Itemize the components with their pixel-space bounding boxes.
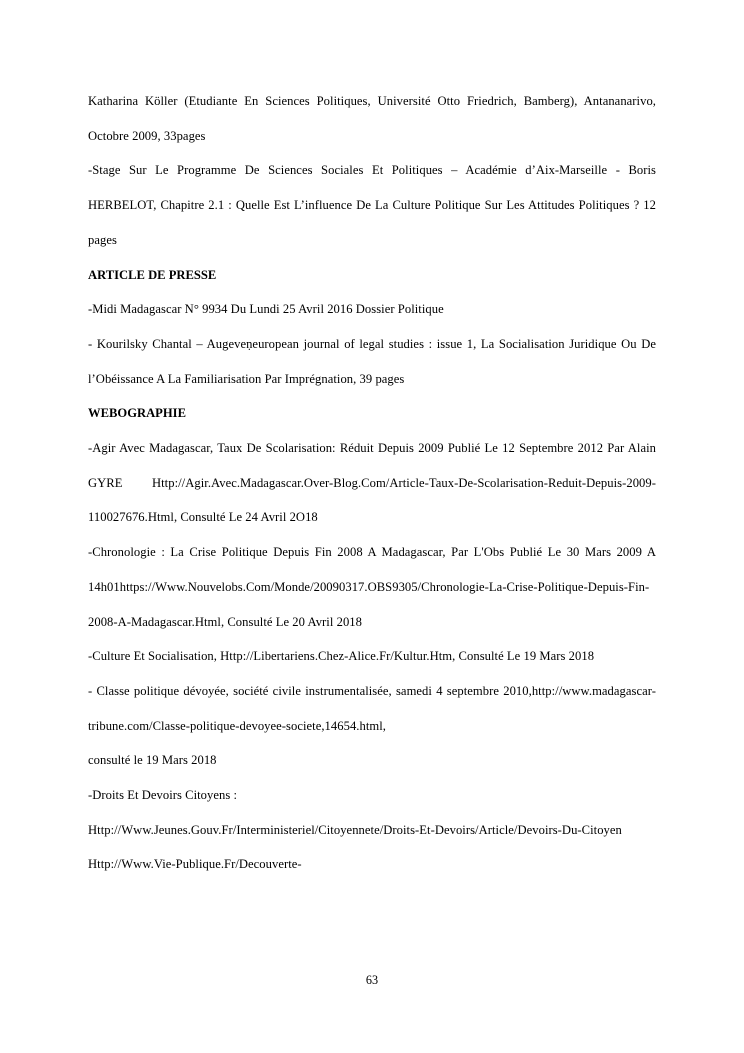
paragraph: - Classe politique dévoyée, société civile instrumentalisée, samedi 4 septembre 2010,http://www.madagascar-tribune.com/Classe-politique-devoyee-societe,14654.html,	[88, 683, 656, 733]
section-heading: WEBOGRAPHIE	[88, 406, 186, 421]
paragraph: -Culture Et Socialisation, Http://Libertariens.Chez-Alice.Fr/Kultur.Htm, Consulté Le 19 Mars 2018	[88, 649, 595, 664]
paragraph: -Chronologie : La Crise Politique Depuis Fin 2008 A Madagascar, Par L'Obs Publié Le 30 Mars 2009 A 14h01https://Www.Nouvelobs.Com/Monde/20090317.OBS9305/Chronologie-La-Crise-Politique-Depuis-Fin-2008-A-Madagascar.Html, Consulté Le 20 Avril 2018	[88, 545, 656, 629]
page-number: 63	[365, 973, 379, 987]
paragraph: Http://Www.Jeunes.Gouv.Fr/Interministeriel/Citoyennete/Droits-Et-Devoirs/Article/Devoirs-Du-Citoyen Http://Www.Vie-Publique.Fr/Decouverte-	[88, 822, 622, 872]
section-heading: ARTICLE DE PRESSE	[88, 267, 217, 282]
paragraph: consulté le 19 Mars 2018	[88, 753, 217, 768]
paragraph: -Stage Sur Le Programme De Sciences Sociales Et Politiques – Académie d’Aix-Marseille - Boris HERBELOT, Chapitre 2.1 : Quelle Est L’influence De La Culture Politique Sur Les Attitudes Politiques ? 12 pages	[88, 163, 656, 247]
paragraph: -Midi Madagascar N° 9934 Du Lundi 25 Avril 2016 Dossier Politique	[88, 302, 444, 317]
paragraph: Katharina Köller (Etudiante En Sciences Politiques, Université Otto Friedrich, Bamberg), Antananarivo, Octobre 2009, 33pages	[88, 94, 656, 143]
document-body	[88, 84, 656, 882]
paragraph: -Agir Avec Madagascar, Taux De Scolarisation: Réduit Depuis 2009 Publié Le 12 Septembre 2012 Par Alain GYRE Http://Agir.Avec.Madagascar.Over-Blog.Com/Article-Taux-De-Scolarisation-Reduit-Depuis-2009-110027676.Html, Consulté Le 24 Avril 2O18	[88, 441, 656, 525]
paragraph: - Kourilsky Chantal – Augeveṇeuropean journal of legal studies : issue 1, La Socialisation Juridique Ou De l’Obéissance A La Familiarisation Par Imprégnation, 39 pages	[88, 336, 656, 386]
paragraph: -Droits Et Devoirs Citoyens :	[88, 788, 238, 803]
